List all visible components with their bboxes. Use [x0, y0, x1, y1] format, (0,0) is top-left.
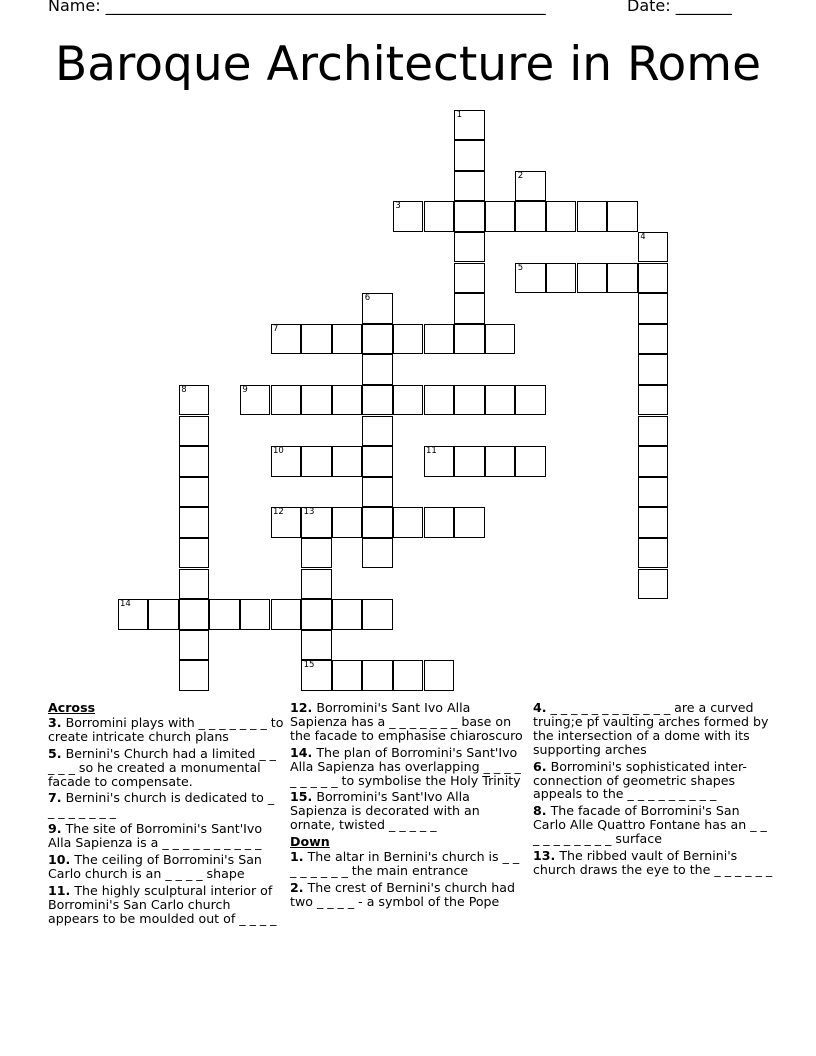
clue-item — [533, 760, 773, 802]
grid-cell[interactable] — [454, 110, 485, 141]
clue-number: 2 — [517, 170, 524, 181]
grid-cell[interactable] — [301, 599, 332, 630]
grid-cell[interactable] — [362, 446, 393, 477]
clue-item — [48, 884, 284, 926]
grid-cell[interactable] — [148, 599, 179, 630]
clue-number: 12 — [273, 507, 284, 518]
grid-cell[interactable] — [271, 324, 302, 355]
clue-item-number: 2. — [290, 879, 304, 895]
grid-cell[interactable] — [271, 385, 302, 416]
clue-item-text: The plan of Borromini's Sant'Ivo Alla Sapienza has overlapping _ _ _ _ _ _ _ _ _ to symbolise the Holy Trinity — [290, 744, 521, 788]
grid-cell[interactable] — [638, 232, 669, 263]
grid-cell[interactable] — [362, 477, 393, 508]
grid-cell[interactable] — [332, 599, 363, 630]
grid-cell[interactable] — [179, 477, 210, 508]
grid-cell[interactable] — [271, 599, 302, 630]
grid-cell[interactable] — [638, 293, 669, 324]
clue-item — [290, 881, 526, 909]
grid-cell[interactable] — [332, 507, 363, 538]
clue-item-text: The crest of Bernini's church had two _ _ _ _ - a symbol of the Pope — [290, 879, 515, 909]
clue-item-text: Borromini plays with _ _ _ _ _ _ _ to create intricate church plans — [48, 714, 284, 744]
grid-cell[interactable] — [454, 293, 485, 324]
clue-item — [48, 822, 284, 850]
down-clue-list — [290, 850, 526, 909]
grid-cell[interactable] — [454, 507, 485, 538]
down-clue-list-continued — [533, 701, 773, 877]
clue-number: 7 — [273, 323, 279, 334]
clue-item-text: _ _ _ _ _ _ _ _ _ _ _ _ are a curved truing;e pf vaulting arches formed by the intersection of a dome with its supporting arches — [533, 700, 769, 757]
page-title: Baroque Architecture in Rome — [54, 37, 762, 92]
clue-item-number: 11. — [48, 882, 71, 898]
grid-cell[interactable] — [638, 538, 669, 569]
grid-cell[interactable] — [301, 660, 332, 691]
clue-item-number: 7. — [48, 790, 62, 806]
grid-cell[interactable] — [271, 446, 302, 477]
clue-number: 3 — [395, 201, 401, 212]
grid-cell[interactable] — [454, 232, 485, 263]
clue-number: 4 — [640, 231, 646, 242]
down-heading: Down — [290, 834, 330, 850]
clue-item — [290, 746, 526, 788]
grid-cell[interactable] — [546, 263, 577, 294]
grid-cell[interactable] — [638, 477, 669, 508]
clue-number: 5 — [517, 262, 524, 273]
clue-number: 13 — [303, 507, 315, 518]
clue-item — [533, 701, 773, 757]
grid-cell[interactable] — [454, 171, 485, 202]
grid-cell[interactable] — [638, 324, 669, 355]
grid-cell[interactable] — [271, 507, 302, 538]
grid-cell[interactable] — [362, 599, 393, 630]
name-field-label: Name: _______________________________________________________ — [48, 0, 546, 15]
grid-cell[interactable] — [179, 446, 210, 477]
clue-number: 8 — [181, 384, 187, 395]
grid-cell[interactable] — [424, 446, 455, 477]
across-heading: Across — [48, 700, 96, 715]
grid-cell[interactable] — [362, 507, 393, 538]
grid-cell[interactable] — [577, 263, 608, 294]
grid-cell[interactable] — [638, 263, 669, 294]
grid-cell[interactable] — [240, 599, 271, 630]
clue-item-number: 10. — [48, 852, 71, 868]
grid-cell[interactable] — [638, 354, 669, 385]
grid-cell[interactable] — [454, 324, 485, 355]
clue-item-number: 15. — [290, 789, 313, 805]
grid-cell[interactable] — [577, 201, 608, 232]
grid-cell[interactable] — [179, 630, 210, 661]
grid-cell[interactable] — [332, 385, 363, 416]
grid-cell[interactable] — [515, 385, 546, 416]
grid-cell[interactable] — [515, 446, 546, 477]
clues-column-3 — [533, 701, 773, 880]
clue-item-text: Borromini's sophisticated inter-connection of geometric shapes appeals to the _ _ _ _ _ _ _ _ _ — [533, 758, 747, 802]
grid-cell[interactable] — [301, 385, 332, 416]
clue-number: 9 — [242, 384, 248, 395]
grid-cell[interactable] — [454, 446, 485, 477]
grid-cell[interactable] — [179, 660, 210, 691]
grid-cell[interactable] — [515, 263, 546, 294]
grid-cell[interactable] — [179, 599, 210, 630]
clue-number: 6 — [364, 293, 371, 304]
clue-item-text: Borromini's Sant'Ivo Alla Sapienza is decorated with an ornate, twisted _ _ _ _ _ — [290, 789, 480, 833]
grid-cell[interactable] — [362, 324, 393, 355]
grid-cell[interactable] — [485, 201, 516, 232]
clue-item-number: 1. — [290, 849, 304, 865]
grid-cell[interactable] — [332, 324, 363, 355]
grid-cell[interactable] — [485, 385, 516, 416]
grid-cell[interactable] — [118, 599, 149, 630]
grid-cell[interactable] — [179, 538, 210, 569]
clue-number: 1 — [456, 109, 463, 120]
grid-cell[interactable] — [362, 293, 393, 324]
clue-item — [533, 849, 773, 877]
clue-item-number: 6. — [533, 758, 547, 774]
grid-cell[interactable] — [454, 201, 485, 232]
clue-item-text: The site of Borromini's Sant'Ivo Alla Sapienza is a _ _ _ _ _ _ _ _ _ _ — [48, 821, 263, 851]
grid-cell[interactable] — [638, 507, 669, 538]
clue-item-text: Borromini's Sant Ivo Alla Sapienza has a _ _ _ _ _ _ _ base on the facade to emphasise chiaroscuro — [290, 700, 523, 743]
across-clue-list — [48, 716, 284, 926]
grid-cell[interactable] — [362, 416, 393, 447]
clue-item-text: The highly sculptural interior of Borromini's San Carlo church appears to be moulded out of _ _ _ _ — [48, 882, 277, 926]
grid-cell[interactable] — [393, 660, 424, 691]
grid-cell[interactable] — [332, 660, 363, 691]
grid-cell[interactable] — [362, 385, 393, 416]
grid-cell[interactable] — [393, 324, 424, 355]
clue-item-text: The ceiling of Borromini's San Carlo church is an _ _ _ _ shape — [48, 852, 262, 881]
clue-item — [290, 701, 526, 743]
grid-cell[interactable] — [424, 324, 455, 355]
clue-item — [48, 747, 284, 789]
grid-cell[interactable] — [638, 416, 669, 447]
clue-number: 14 — [120, 599, 131, 610]
grid-cell[interactable] — [393, 385, 424, 416]
grid-cell[interactable] — [179, 416, 210, 447]
grid-cell[interactable] — [638, 446, 669, 477]
grid-cell[interactable] — [607, 201, 638, 232]
grid-cell[interactable] — [546, 201, 577, 232]
grid-cell[interactable] — [607, 263, 638, 294]
clue-number: 11 — [426, 446, 437, 457]
grid-cell[interactable] — [424, 507, 455, 538]
clue-item-text: The facade of Borromini's San Carlo Alle Quattro Fontane has an _ _ _ _ _ _ _ _ _ _ surface — [533, 803, 767, 847]
clue-item-text: Bernini's church is dedicated to _ _ _ _ _ _ _ _ — [48, 790, 275, 820]
grid-cell[interactable] — [424, 660, 455, 691]
grid-cell[interactable] — [240, 385, 271, 416]
grid-cell[interactable] — [515, 201, 546, 232]
clue-number: 15 — [303, 660, 315, 671]
grid-cell[interactable] — [362, 354, 393, 385]
clue-item-number: 4. — [533, 700, 547, 715]
grid-cell[interactable] — [485, 324, 516, 355]
clue-item-number: 14. — [290, 744, 313, 760]
clue-item-number: 3. — [48, 714, 62, 730]
clue-number: 10 — [273, 446, 284, 457]
grid-cell[interactable] — [638, 385, 669, 416]
grid-cell[interactable] — [209, 599, 240, 630]
grid-cell[interactable] — [301, 446, 332, 477]
grid-cell[interactable] — [179, 385, 210, 416]
grid-cell[interactable] — [301, 324, 332, 355]
grid-cell[interactable] — [515, 171, 546, 202]
clue-item — [290, 790, 526, 832]
grid-cell[interactable] — [454, 140, 485, 171]
grid-cell[interactable] — [362, 538, 393, 569]
clue-item-text: Bernini's Church had a limited _ _ _ _ _ so he created a monumental facade to compensate. — [48, 745, 276, 789]
grid-cell[interactable] — [424, 201, 455, 232]
clue-item-number: 8. — [533, 803, 547, 819]
grid-cell[interactable] — [362, 660, 393, 691]
clue-item-text: The altar in Bernini's church is _ _ _ _ _ _ _ _ the main entrance — [290, 849, 520, 878]
clue-item-number: 5. — [48, 745, 62, 761]
clue-item — [48, 853, 284, 881]
grid-cell[interactable] — [179, 569, 210, 600]
clue-item-number: 9. — [48, 821, 62, 837]
clues-column-1 — [48, 701, 284, 929]
clue-item — [290, 850, 526, 878]
grid-cell[interactable] — [301, 630, 332, 661]
grid-cell[interactable] — [393, 507, 424, 538]
grid-cell[interactable] — [485, 446, 516, 477]
grid-cell[interactable] — [301, 569, 332, 600]
clues-column-2 — [290, 701, 526, 912]
date-field-label: Date: _______ — [627, 0, 732, 15]
across-clue-list-continued — [290, 701, 526, 832]
grid-cell[interactable] — [454, 385, 485, 416]
grid-cell[interactable] — [179, 507, 210, 538]
grid-cell[interactable] — [424, 385, 455, 416]
grid-cell[interactable] — [301, 507, 332, 538]
clue-item-number: 13. — [533, 848, 556, 864]
grid-cell[interactable] — [332, 446, 363, 477]
grid-cell[interactable] — [638, 569, 669, 600]
clue-item-text: The ribbed vault of Bernini's church draws the eye to the _ _ _ _ _ _ — [533, 848, 773, 877]
clue-item-number: 12. — [290, 700, 313, 715]
clue-item — [48, 716, 284, 744]
clue-item — [533, 804, 773, 846]
grid-cell[interactable] — [454, 263, 485, 294]
grid-cell[interactable] — [301, 538, 332, 569]
clue-item — [48, 791, 284, 819]
grid-cell[interactable] — [393, 201, 424, 232]
